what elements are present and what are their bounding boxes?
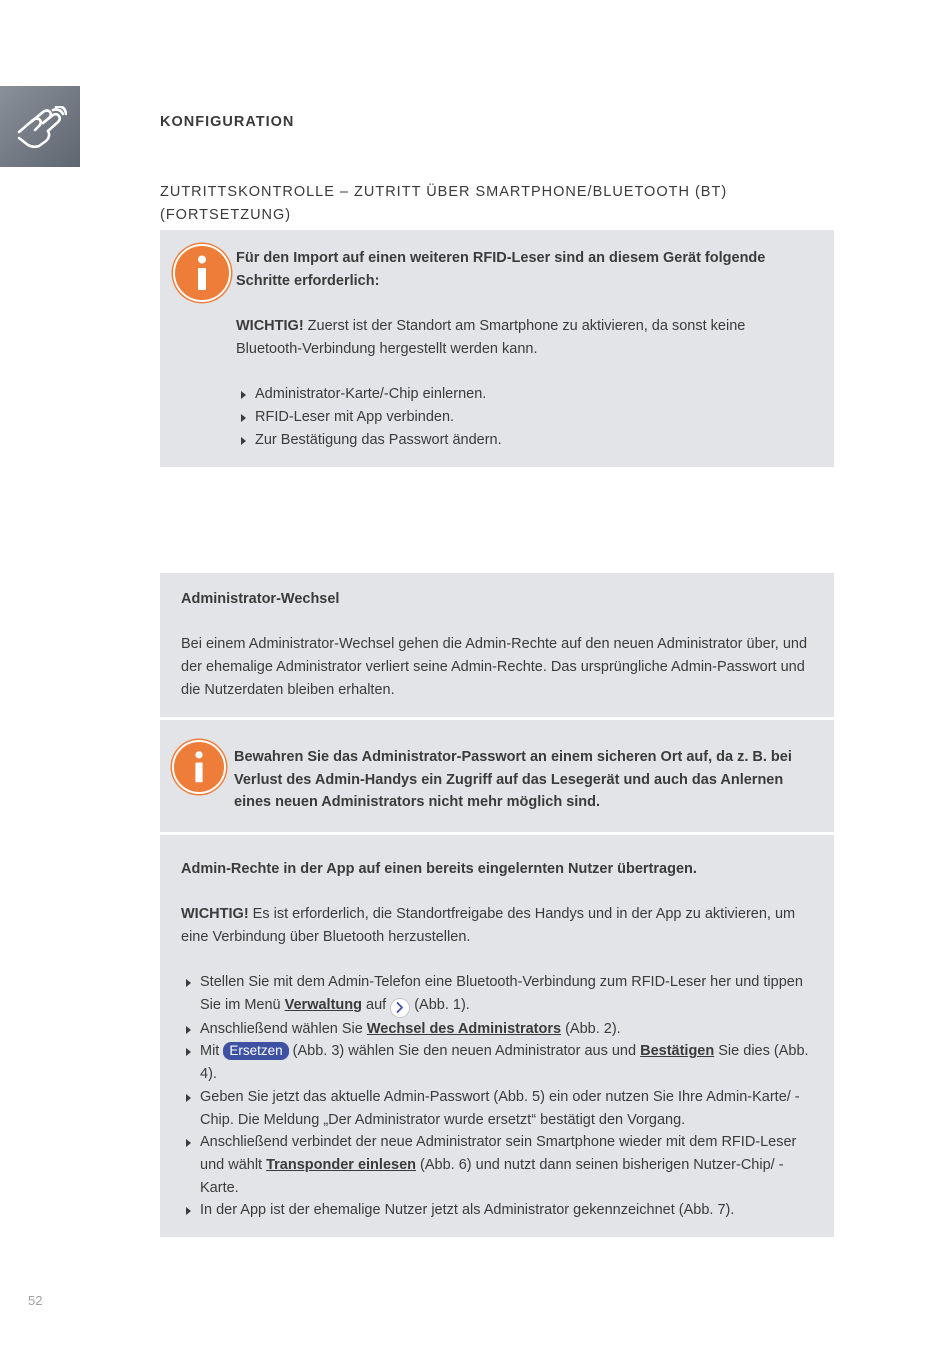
menu-link-bestaetigen[interactable]: Bestätigen	[640, 1043, 715, 1060]
step-text: Anschließend verbindet der neue Administrator sein Smartphone wieder mit dem RFID-Leser und wählt	[200, 1134, 797, 1173]
important-label: WICHTIG!	[181, 906, 249, 923]
section-tab	[0, 86, 80, 167]
admin-change-box	[160, 573, 834, 717]
important-text: Es ist erforderlich, die Standortfreigabe des Handys und in der App zu aktivieren, um eine Verbindung über Bluetooth herzustellen.	[181, 906, 796, 946]
import-info-box	[160, 230, 834, 467]
list-item: In der App ist der ehemalige Nutzer jetzt als Administrator gekennzeichnet (Abb. 7).	[181, 1199, 816, 1222]
list-item: Geben Sie jetzt das aktuelle Admin-Passwort (Abb. 5) ein oder nutzen Sie Ihre Admin-Karte/ -Chip. Die Meldung „Der Administrator wurde ersetzt“ bestätigt den Vorgang.	[181, 1086, 816, 1131]
ersetzen-button[interactable]: Ersetzen	[223, 1042, 288, 1060]
info-glyph	[192, 255, 212, 291]
transfer-steps	[181, 971, 816, 1222]
step-text: Mit	[200, 1043, 224, 1060]
import-important	[236, 315, 794, 360]
menu-link-verwaltung[interactable]: Verwaltung	[284, 997, 362, 1014]
step-text: (Abb. 6) und nutzt dann seinen bisherigen Nutzer-Chip/ -Karte.	[200, 1156, 784, 1196]
chevron-right-icon[interactable]	[390, 998, 410, 1018]
section-title: KONFIGURATION	[160, 114, 295, 130]
info-glyph	[190, 750, 208, 784]
list-item	[181, 1131, 816, 1199]
menu-link-transponder[interactable]: Transponder einlesen	[266, 1156, 416, 1173]
transfer-important	[181, 903, 816, 948]
subtitle-line-2: (FORTSETZUNG)	[160, 206, 292, 223]
important-label: WICHTIG!	[236, 318, 304, 335]
list-item: Administrator-Karte/-Chip einlernen.	[236, 383, 794, 406]
info-icon	[173, 244, 231, 302]
list-item: RFID-Leser mit App verbinden.	[236, 406, 794, 429]
hand-pointer-touch-icon	[13, 106, 67, 148]
list-item	[181, 1040, 816, 1085]
list-item	[181, 1018, 816, 1041]
subtitle-line-1: ZUTRITTSKONTROLLE – ZUTRITT ÜBER SMARTPHONE/BLUETOOTH (BT)	[160, 184, 728, 200]
step-text: Anschließend wählen Sie	[200, 1020, 367, 1037]
step-text: (Abb. 1).	[410, 997, 470, 1014]
admin-change-text: Bei einem Administrator-Wechsel gehen die Admin-Rechte auf den neuen Administrator über, und der ehemalige Administrator verliert seine Admin-Rechte. Das ursprüngliche Admin-Passwort und die Nutzerdaten bleiben erhalten.	[181, 636, 808, 698]
password-info-box	[160, 720, 834, 832]
step-text: (Abb. 3) wählen Sie den neuen Administrator aus und	[288, 1043, 641, 1060]
important-text: Zuerst ist der Standort am Smartphone zu aktivieren, da sonst keine Bluetooth-Verbindung hergestellt werden kann.	[236, 318, 746, 357]
admin-transfer-box	[160, 835, 834, 1237]
list-item	[181, 971, 816, 1017]
import-steps	[236, 383, 794, 451]
step-text: (Abb. 2).	[561, 1020, 621, 1037]
list-item: Zur Bestätigung das Passwort ändern.	[236, 429, 794, 452]
step-text: auf	[361, 997, 391, 1014]
page-subtitle	[160, 181, 760, 226]
admin-change-heading: Administrator-Wechsel	[181, 591, 340, 607]
menu-link-wechsel[interactable]: Wechsel des Administrators	[366, 1020, 562, 1037]
step-text: Sie dies (Abb. 4).	[200, 1043, 809, 1083]
transfer-heading: Admin-Rechte in der App auf einen bereits eingelernten Nutzer übertragen.	[181, 861, 697, 877]
password-warning-text: Bewahren Sie das Administrator-Passwort an einem sicheren Ort auf, da z. B. bei Verlust des Admin-Handys ein Zugriff auf das Lesegerät und auch das Anlernen eines neuen Administrators nicht mehr möglich sind.	[234, 749, 792, 811]
import-heading: Für den Import auf einen weiteren RFID-Leser sind an diesem Gerät folgende Schritte erforderlich:	[236, 250, 766, 289]
info-icon	[172, 740, 226, 794]
step-text: Stellen Sie mit dem Admin-Telefon eine Bluetooth-Verbindung zum RFID-Leser her und tippen Sie im Menü	[200, 974, 803, 1014]
page-number: 52	[28, 1293, 43, 1308]
